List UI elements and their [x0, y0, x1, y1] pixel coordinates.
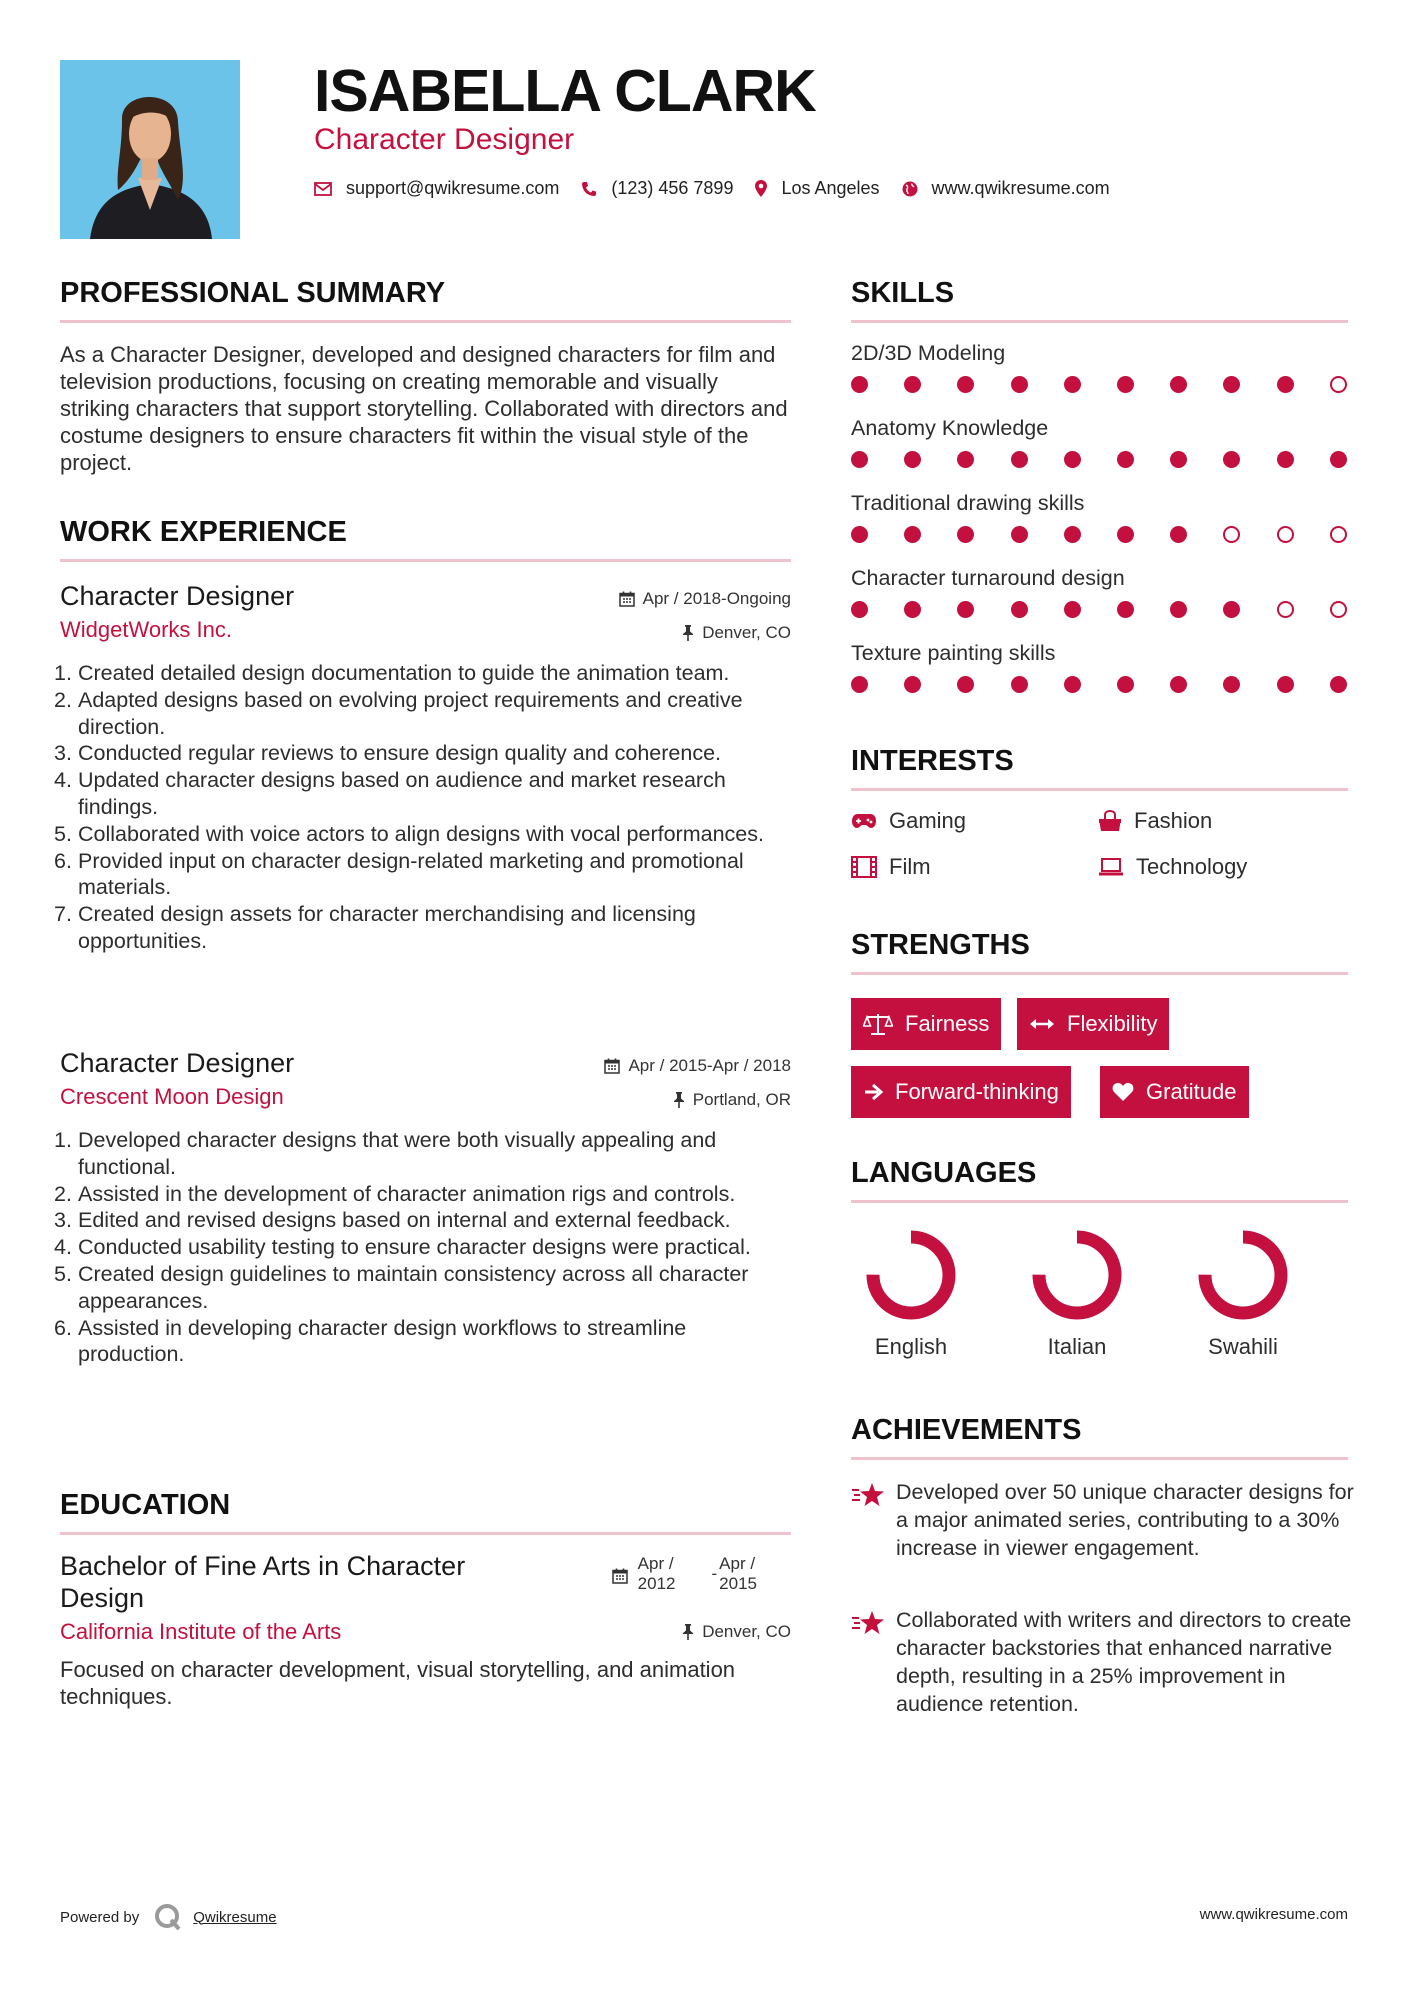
- summary-section: [60, 276, 791, 323]
- rating-dot-empty: [1277, 526, 1294, 543]
- languages-section: [851, 1156, 1348, 1203]
- list-item: 3. Edited and revised designs based on internal and external feedback.: [54, 1208, 731, 1233]
- achievement-item: [851, 1478, 1361, 1562]
- rating-dot-filled: [1170, 451, 1187, 468]
- language-level-ring: [1195, 1227, 1291, 1323]
- experience-section: [60, 515, 791, 562]
- rating-dot-filled: [1277, 676, 1294, 693]
- achievement-text: Collaborated with writers and directors to create character backstories that enhanced narrative depth, resulting in a 25% improvement in audience retention.: [896, 1608, 1352, 1716]
- strength-label: Forward-thinking: [895, 1079, 1059, 1104]
- section-divider: [851, 320, 1348, 323]
- interests-section: [851, 744, 1348, 791]
- rating-dot-filled: [851, 526, 868, 543]
- rating-dot-empty: [1330, 376, 1347, 393]
- language-level-ring: [1029, 1227, 1125, 1323]
- rating-dot-empty: [1223, 526, 1240, 543]
- rating-dot-empty: [1330, 601, 1347, 618]
- language-level-arc: [1205, 1237, 1281, 1313]
- language-item: [1178, 1227, 1308, 1360]
- list-item: 5. Collaborated with voice actors to align designs with vocal performances.: [54, 821, 764, 846]
- language-name: Swahili: [1208, 1334, 1278, 1359]
- achievements-section: [851, 1413, 1348, 1460]
- interest-label: Film: [889, 854, 931, 879]
- rating-dot-filled: [904, 676, 921, 693]
- rating-dot-filled: [957, 451, 974, 468]
- job-entry: [54, 1047, 791, 1368]
- rating-dot-filled: [1064, 601, 1081, 618]
- job-location-text: Portland, OR: [692, 1090, 791, 1109]
- rating-dot-filled: [957, 676, 974, 693]
- edu-start-year: 2012: [637, 1574, 676, 1593]
- rating-dot-filled: [1117, 376, 1134, 393]
- section-divider: [60, 559, 791, 562]
- language-item: [846, 1227, 976, 1360]
- experience-heading: WORK EXPERIENCE: [60, 516, 347, 548]
- job-dates-text: Apr / 2018-Ongoing: [642, 589, 791, 608]
- powered-by-label: Powered by: [60, 1908, 140, 1926]
- language-item: [1012, 1227, 1142, 1360]
- strengths-heading: STRENGTHS: [851, 929, 1030, 961]
- location-text: Los Angeles: [781, 178, 880, 198]
- skill-name: Character turnaround design: [851, 566, 1125, 590]
- rating-dot-filled: [1011, 676, 1028, 693]
- skill-name: 2D/3D Modeling: [851, 341, 1006, 365]
- interest-label: Gaming: [889, 808, 967, 833]
- contact-email[interactable]: [314, 178, 559, 199]
- skill-name: Texture painting skills: [851, 641, 1056, 665]
- shooting-star-icon: [851, 1610, 885, 1636]
- email-text: support@qwikresume.com: [346, 178, 560, 198]
- job-bullets: [54, 1127, 791, 1368]
- education-degree: Bachelor of Fine Arts in Character Design: [60, 1551, 466, 1613]
- footer-website[interactable]: www.qwikresume.com: [1199, 1906, 1348, 1923]
- rating-dot-filled: [1223, 376, 1240, 393]
- interest-item: [1098, 854, 1247, 880]
- qwikresume-logo-icon: [153, 1902, 183, 1932]
- job-dates-text: Apr / 2015-Apr / 2018: [628, 1056, 791, 1075]
- rating-dot-filled: [957, 601, 974, 618]
- summary-text: As a Character Designer, developed and designed characters for film and television productions, focusing on creating memorable and visually striking characters that support storytelling. Collaborated with directors and costume designers to ensure characters fit within the visual style of the project.: [60, 342, 788, 475]
- rating-dot-filled: [1117, 676, 1134, 693]
- skill-name: Traditional drawing skills: [851, 491, 1085, 515]
- language-name: Italian: [1047, 1334, 1107, 1359]
- rating-dot-filled: [1223, 451, 1240, 468]
- section-divider: [60, 320, 791, 323]
- strengths-section: [851, 928, 1348, 975]
- achievement-text: Developed over 50 unique character designs for a major animated series, contributing to a 30% increase in viewer engagement.: [896, 1480, 1354, 1560]
- interest-label: Technology: [1136, 854, 1248, 879]
- globe-icon: [902, 181, 918, 197]
- rating-dot-filled: [1170, 376, 1187, 393]
- strength-badge: [851, 1066, 1071, 1118]
- map-marker-icon: [755, 180, 767, 197]
- shooting-star-icon: [851, 1482, 885, 1508]
- job-dates: [604, 1055, 791, 1077]
- rating-dot-filled: [1277, 451, 1294, 468]
- interest-label: Fashion: [1134, 808, 1213, 833]
- achievements-heading: ACHIEVEMENTS: [851, 1414, 1082, 1446]
- strength-label: Gratitude: [1146, 1079, 1237, 1104]
- section-divider: [851, 788, 1348, 791]
- heart-icon: [1112, 1082, 1134, 1102]
- list-item: 1. Developed character designs that were both visually appealing and functional.: [54, 1128, 717, 1179]
- rating-dot-empty: [1277, 601, 1294, 618]
- rating-dot-filled: [1064, 526, 1081, 543]
- list-item: 3. Conducted regular reviews to ensure design quality and coherence.: [54, 741, 722, 766]
- pushpin-icon: [682, 1624, 694, 1640]
- education-entry: [60, 1550, 791, 1710]
- list-item: 2. Assisted in the development of character animation rigs and controls.: [54, 1181, 736, 1206]
- rating-dot-filled: [1223, 676, 1240, 693]
- contact-phone[interactable]: [581, 178, 733, 199]
- rating-dot-filled: [1117, 451, 1134, 468]
- person-photo-icon: [60, 60, 240, 239]
- rating-dot-filled: [957, 526, 974, 543]
- rating-dot-filled: [957, 376, 974, 393]
- profile-photo: [60, 60, 240, 239]
- pushpin-icon: [682, 625, 694, 641]
- contact-location: [755, 178, 879, 199]
- edu-end-month: Apr /: [719, 1554, 756, 1573]
- rating-dot-filled: [1170, 601, 1187, 618]
- education-dates: [612, 1554, 757, 1614]
- edu-date-separator: -: [711, 1564, 718, 1583]
- rating-dot-filled: [1277, 376, 1294, 393]
- skill-row: [851, 565, 1351, 621]
- laptop-icon: [1098, 857, 1124, 877]
- section-divider: [851, 972, 1348, 975]
- arrow-right-icon: [863, 1082, 883, 1102]
- strength-badge: [1017, 998, 1169, 1050]
- rating-dot-filled: [1011, 451, 1028, 468]
- skills-heading: SKILLS: [851, 277, 955, 309]
- rating-dot-filled: [1011, 601, 1028, 618]
- strength-label: Fairness: [905, 1011, 990, 1036]
- rating-dot-filled: [1117, 526, 1134, 543]
- skill-name: Anatomy Knowledge: [851, 416, 1049, 440]
- education-location-text: Denver, CO: [702, 1622, 791, 1641]
- calendar-icon: [612, 1568, 628, 1584]
- skill-rating: [851, 524, 1351, 546]
- education-school: California Institute of the Arts: [60, 1619, 342, 1644]
- rating-dot-filled: [1330, 451, 1347, 468]
- skill-rating: [851, 374, 1351, 396]
- rating-dot-empty: [1330, 526, 1347, 543]
- rating-dot-filled: [1064, 676, 1081, 693]
- list-item: 1. Created detailed design documentation to guide the animation team.: [54, 661, 730, 685]
- arrows-horizontal-icon: [1029, 1017, 1055, 1031]
- contact-bar: [314, 178, 1132, 199]
- calendar-icon: [619, 591, 635, 607]
- list-item: 6. Provided input on character design-related marketing and promotional materials.: [54, 848, 744, 900]
- rating-dot-filled: [1223, 601, 1240, 618]
- education-location: [682, 1622, 791, 1642]
- calendar-icon: [604, 1058, 620, 1074]
- interest-item: [1098, 808, 1212, 834]
- skill-rating: [851, 599, 1351, 621]
- rating-dot-filled: [851, 376, 868, 393]
- edu-start-month: Apr /: [637, 1554, 674, 1573]
- language-level-ring: [863, 1227, 959, 1323]
- shopping-bag-icon: [1098, 810, 1122, 832]
- rating-dot-filled: [1011, 376, 1028, 393]
- rating-dot-filled: [1330, 676, 1347, 693]
- skill-row: [851, 340, 1351, 396]
- job-role: Character Designer: [60, 581, 295, 611]
- list-item: 6. Assisted in developing character design workflows to streamline production.: [54, 1315, 687, 1367]
- rating-dot-filled: [904, 451, 921, 468]
- rating-dot-filled: [1064, 376, 1081, 393]
- skill-row: [851, 415, 1351, 471]
- language-level-arc: [873, 1237, 949, 1313]
- interest-item: [851, 854, 931, 880]
- job-dates: [619, 588, 791, 610]
- footer-branding: [60, 1902, 277, 1932]
- rating-dot-filled: [1170, 676, 1187, 693]
- job-bullets: [54, 660, 791, 955]
- rating-dot-filled: [851, 676, 868, 693]
- education-section: [60, 1488, 791, 1535]
- skills-section: [851, 276, 1348, 323]
- job-location-text: Denver, CO: [702, 623, 791, 642]
- rating-dot-filled: [904, 526, 921, 543]
- skill-row: [851, 640, 1351, 696]
- contact-website[interactable]: [902, 178, 1110, 199]
- list-item: 7. Created design assets for character merchandising and licensing opportunities.: [54, 902, 696, 953]
- balance-scale-icon: [863, 1012, 893, 1036]
- pushpin-icon: [673, 1092, 685, 1108]
- edu-end-year: 2015: [719, 1574, 757, 1593]
- job-entry: [54, 580, 791, 955]
- section-divider: [60, 1532, 791, 1535]
- skill-rating: [851, 674, 1351, 696]
- phone-icon: [581, 181, 597, 197]
- list-item: 4. Conducted usability testing to ensure character designs were practical.: [54, 1235, 751, 1260]
- rating-dot-filled: [851, 451, 868, 468]
- education-heading: EDUCATION: [60, 1489, 231, 1521]
- language-name: English: [874, 1334, 948, 1359]
- strength-label: Flexibility: [1067, 1011, 1158, 1036]
- summary-heading: PROFESSIONAL SUMMARY: [60, 277, 446, 309]
- job-company: WidgetWorks Inc.: [60, 617, 232, 642]
- section-divider: [851, 1457, 1348, 1460]
- candidate-title: Character Designer: [314, 123, 575, 156]
- film-icon: [851, 856, 877, 878]
- list-item: 2. Adapted designs based on evolving project requirements and creative direction.: [54, 687, 743, 739]
- language-level-arc: [1039, 1237, 1115, 1313]
- languages-heading: LANGUAGES: [851, 1157, 1037, 1189]
- rating-dot-filled: [1064, 451, 1081, 468]
- phone-text: (123) 456 7899: [611, 178, 734, 198]
- achievement-item: [851, 1606, 1361, 1718]
- job-location: [682, 622, 791, 644]
- job-location: [673, 1089, 791, 1111]
- rating-dot-filled: [904, 601, 921, 618]
- rating-dot-filled: [904, 376, 921, 393]
- job-role: Character Designer: [60, 1048, 295, 1078]
- rating-dot-filled: [1170, 526, 1187, 543]
- website-text: www.qwikresume.com: [931, 178, 1110, 198]
- section-divider: [851, 1200, 1348, 1203]
- envelope-icon: [314, 182, 332, 196]
- strength-badge: [1100, 1066, 1249, 1118]
- qwikresume-link[interactable]: Qwikresume: [193, 1908, 277, 1926]
- list-item: 4. Updated character designs based on audience and market research findings.: [54, 768, 726, 819]
- strength-badge: [851, 998, 1001, 1050]
- gamepad-icon: [851, 813, 877, 829]
- rating-dot-filled: [1117, 601, 1134, 618]
- skill-row: [851, 490, 1351, 546]
- education-text: Focused on character development, visual storytelling, and animation techniques.: [60, 1657, 736, 1709]
- rating-dot-filled: [1011, 526, 1028, 543]
- list-item: 5. Created design guidelines to maintain consistency across all character appearances.: [54, 1261, 749, 1313]
- job-company: Crescent Moon Design: [60, 1084, 284, 1109]
- skill-rating: [851, 449, 1351, 471]
- rating-dot-filled: [851, 601, 868, 618]
- candidate-name: ISABELLA CLARK: [314, 58, 816, 124]
- interest-item: [851, 808, 966, 834]
- interests-heading: INTERESTS: [851, 745, 1014, 777]
